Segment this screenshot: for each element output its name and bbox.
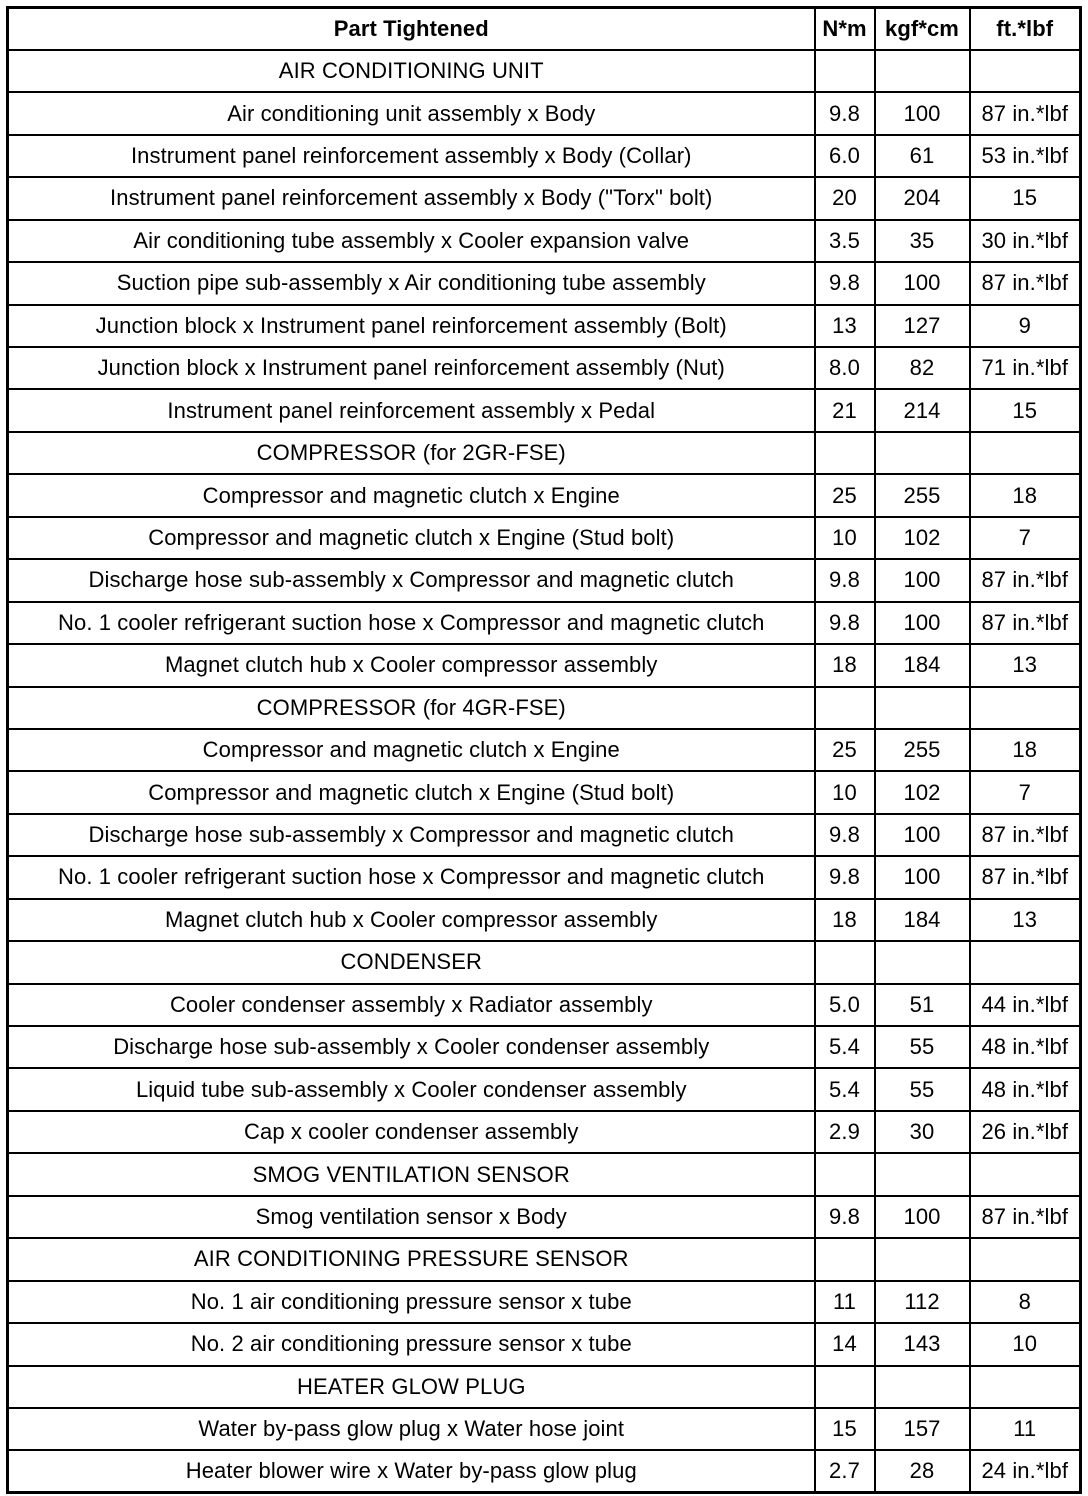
- part-tightened-cell: No. 1 cooler refrigerant suction hose x Compressor and magnetic clutch: [8, 856, 815, 898]
- kgf-cm-cell: 102: [875, 517, 970, 559]
- ft-lbf-cell: [970, 1366, 1081, 1408]
- newton-meter-cell: 18: [815, 899, 875, 941]
- newton-meter-cell: 10: [815, 517, 875, 559]
- part-tightened-cell: Air conditioning tube assembly x Cooler expansion valve: [8, 220, 815, 262]
- newton-meter-cell: 25: [815, 474, 875, 516]
- newton-meter-cell: 8.0: [815, 347, 875, 389]
- ft-lbf-cell: [970, 432, 1081, 474]
- table-row: [8, 1450, 1081, 1492]
- table-row: [8, 389, 1081, 431]
- part-tightened-cell: Cap x cooler condenser assembly: [8, 1111, 815, 1153]
- kgf-cm-cell: 100: [875, 559, 970, 601]
- part-tightened-cell: Suction pipe sub-assembly x Air conditioning tube assembly: [8, 262, 815, 304]
- part-tightened-cell: Magnet clutch hub x Cooler compressor assembly: [8, 644, 815, 686]
- ft-lbf-cell: 87 in.*lbf: [970, 262, 1081, 304]
- table-row: [8, 347, 1081, 389]
- table-row: [8, 602, 1081, 644]
- kgf-cm-cell: 112: [875, 1281, 970, 1323]
- kgf-cm-cell: 51: [875, 984, 970, 1026]
- kgf-cm-cell: [875, 1238, 970, 1280]
- part-tightened-cell: Discharge hose sub-assembly x Cooler condenser assembly: [8, 1026, 815, 1068]
- kgf-cm-cell: 255: [875, 474, 970, 516]
- section-header-row: [8, 432, 1081, 474]
- newton-meter-cell: 3.5: [815, 220, 875, 262]
- part-tightened-cell: Compressor and magnetic clutch x Engine (Stud bolt): [8, 771, 815, 813]
- ft-lbf-cell: 53 in.*lbf: [970, 135, 1081, 177]
- newton-meter-cell: 13: [815, 305, 875, 347]
- part-tightened-cell: HEATER GLOW PLUG: [8, 1366, 815, 1408]
- kgf-cm-cell: 127: [875, 305, 970, 347]
- newton-meter-cell: 20: [815, 177, 875, 219]
- part-tightened-cell: Compressor and magnetic clutch x Engine: [8, 474, 815, 516]
- part-tightened-cell: Water by-pass glow plug x Water hose joint: [8, 1408, 815, 1450]
- newton-meter-cell: 6.0: [815, 135, 875, 177]
- newton-meter-cell: 9.8: [815, 262, 875, 304]
- table-row: [8, 1026, 1081, 1068]
- newton-meter-cell: 14: [815, 1323, 875, 1365]
- header-part-tightened: Part Tightened: [8, 8, 815, 50]
- kgf-cm-cell: 55: [875, 1026, 970, 1068]
- newton-meter-cell: 9.8: [815, 602, 875, 644]
- torque-spec-table: [6, 6, 1082, 1494]
- ft-lbf-cell: 10: [970, 1323, 1081, 1365]
- part-tightened-cell: No. 2 air conditioning pressure sensor x tube: [8, 1323, 815, 1365]
- part-tightened-cell: Compressor and magnetic clutch x Engine: [8, 729, 815, 771]
- ft-lbf-cell: 26 in.*lbf: [970, 1111, 1081, 1153]
- ft-lbf-cell: 44 in.*lbf: [970, 984, 1081, 1026]
- section-header-row: [8, 1366, 1081, 1408]
- kgf-cm-cell: 35: [875, 220, 970, 262]
- table-row: [8, 984, 1081, 1026]
- newton-meter-cell: 9.8: [815, 92, 875, 134]
- kgf-cm-cell: [875, 1366, 970, 1408]
- table-row: [8, 1408, 1081, 1450]
- newton-meter-cell: [815, 50, 875, 92]
- table-row: [8, 262, 1081, 304]
- table-row: [8, 135, 1081, 177]
- table-row: [8, 1281, 1081, 1323]
- table-row: [8, 474, 1081, 516]
- ft-lbf-cell: 7: [970, 771, 1081, 813]
- ft-lbf-cell: 7: [970, 517, 1081, 559]
- ft-lbf-cell: 30 in.*lbf: [970, 220, 1081, 262]
- kgf-cm-cell: 100: [875, 262, 970, 304]
- newton-meter-cell: 10: [815, 771, 875, 813]
- ft-lbf-cell: 48 in.*lbf: [970, 1068, 1081, 1110]
- table-header-row: [8, 8, 1081, 50]
- table-row: [8, 771, 1081, 813]
- section-header-row: [8, 1153, 1081, 1195]
- kgf-cm-cell: 204: [875, 177, 970, 219]
- part-tightened-cell: Instrument panel reinforcement assembly x Pedal: [8, 389, 815, 431]
- newton-meter-cell: 2.9: [815, 1111, 875, 1153]
- table-row: [8, 899, 1081, 941]
- kgf-cm-cell: 184: [875, 899, 970, 941]
- part-tightened-cell: Heater blower wire x Water by-pass glow plug: [8, 1450, 815, 1492]
- newton-meter-cell: [815, 687, 875, 729]
- part-tightened-cell: COMPRESSOR (for 2GR-FSE): [8, 432, 815, 474]
- ft-lbf-cell: 13: [970, 899, 1081, 941]
- part-tightened-cell: No. 1 air conditioning pressure sensor x tube: [8, 1281, 815, 1323]
- kgf-cm-cell: 100: [875, 1196, 970, 1238]
- part-tightened-cell: Air conditioning unit assembly x Body: [8, 92, 815, 134]
- newton-meter-cell: [815, 432, 875, 474]
- part-tightened-cell: CONDENSER: [8, 941, 815, 983]
- newton-meter-cell: [815, 1366, 875, 1408]
- part-tightened-cell: Junction block x Instrument panel reinforcement assembly (Nut): [8, 347, 815, 389]
- newton-meter-cell: [815, 941, 875, 983]
- ft-lbf-cell: 18: [970, 474, 1081, 516]
- ft-lbf-cell: 87 in.*lbf: [970, 814, 1081, 856]
- ft-lbf-cell: [970, 1153, 1081, 1195]
- kgf-cm-cell: 214: [875, 389, 970, 431]
- kgf-cm-cell: 100: [875, 602, 970, 644]
- ft-lbf-cell: 48 in.*lbf: [970, 1026, 1081, 1068]
- part-tightened-cell: AIR CONDITIONING PRESSURE SENSOR: [8, 1238, 815, 1280]
- kgf-cm-cell: 100: [875, 814, 970, 856]
- kgf-cm-cell: 184: [875, 644, 970, 686]
- newton-meter-cell: 5.4: [815, 1068, 875, 1110]
- table-body: [8, 50, 1081, 1493]
- part-tightened-cell: Smog ventilation sensor x Body: [8, 1196, 815, 1238]
- kgf-cm-cell: [875, 50, 970, 92]
- newton-meter-cell: 15: [815, 1408, 875, 1450]
- ft-lbf-cell: [970, 941, 1081, 983]
- table-row: [8, 177, 1081, 219]
- table-row: [8, 517, 1081, 559]
- ft-lbf-cell: 11: [970, 1408, 1081, 1450]
- ft-lbf-cell: 87 in.*lbf: [970, 92, 1081, 134]
- table-row: [8, 1068, 1081, 1110]
- part-tightened-cell: No. 1 cooler refrigerant suction hose x Compressor and magnetic clutch: [8, 602, 815, 644]
- kgf-cm-cell: 255: [875, 729, 970, 771]
- newton-meter-cell: 9.8: [815, 559, 875, 601]
- part-tightened-cell: Discharge hose sub-assembly x Compressor and magnetic clutch: [8, 814, 815, 856]
- ft-lbf-cell: 8: [970, 1281, 1081, 1323]
- part-tightened-cell: Cooler condenser assembly x Radiator assembly: [8, 984, 815, 1026]
- table-row: [8, 1323, 1081, 1365]
- ft-lbf-cell: 87 in.*lbf: [970, 559, 1081, 601]
- table-row: [8, 1196, 1081, 1238]
- section-header-row: [8, 50, 1081, 92]
- ft-lbf-cell: [970, 687, 1081, 729]
- table-row: [8, 559, 1081, 601]
- kgf-cm-cell: 100: [875, 856, 970, 898]
- part-tightened-cell: Instrument panel reinforcement assembly x Body ("Torx" bolt): [8, 177, 815, 219]
- part-tightened-cell: Magnet clutch hub x Cooler compressor assembly: [8, 899, 815, 941]
- newton-meter-cell: 21: [815, 389, 875, 431]
- section-header-row: [8, 941, 1081, 983]
- newton-meter-cell: [815, 1238, 875, 1280]
- ft-lbf-cell: [970, 50, 1081, 92]
- table-row: [8, 220, 1081, 262]
- table-row: [8, 729, 1081, 771]
- part-tightened-cell: Discharge hose sub-assembly x Compressor and magnetic clutch: [8, 559, 815, 601]
- kgf-cm-cell: 30: [875, 1111, 970, 1153]
- kgf-cm-cell: 102: [875, 771, 970, 813]
- newton-meter-cell: 11: [815, 1281, 875, 1323]
- kgf-cm-cell: [875, 941, 970, 983]
- header-newton-meter: N*m: [815, 8, 875, 50]
- part-tightened-cell: Junction block x Instrument panel reinforcement assembly (Bolt): [8, 305, 815, 347]
- kgf-cm-cell: 61: [875, 135, 970, 177]
- table-row: [8, 305, 1081, 347]
- ft-lbf-cell: [970, 1238, 1081, 1280]
- part-tightened-cell: Compressor and magnetic clutch x Engine (Stud bolt): [8, 517, 815, 559]
- ft-lbf-cell: 87 in.*lbf: [970, 1196, 1081, 1238]
- part-tightened-cell: SMOG VENTILATION SENSOR: [8, 1153, 815, 1195]
- ft-lbf-cell: 13: [970, 644, 1081, 686]
- section-header-row: [8, 1238, 1081, 1280]
- newton-meter-cell: 5.4: [815, 1026, 875, 1068]
- ft-lbf-cell: 87 in.*lbf: [970, 856, 1081, 898]
- kgf-cm-cell: 157: [875, 1408, 970, 1450]
- table-row: [8, 644, 1081, 686]
- ft-lbf-cell: 9: [970, 305, 1081, 347]
- newton-meter-cell: [815, 1153, 875, 1195]
- ft-lbf-cell: 18: [970, 729, 1081, 771]
- kgf-cm-cell: 82: [875, 347, 970, 389]
- part-tightened-cell: Instrument panel reinforcement assembly x Body (Collar): [8, 135, 815, 177]
- ft-lbf-cell: 87 in.*lbf: [970, 602, 1081, 644]
- ft-lbf-cell: 24 in.*lbf: [970, 1450, 1081, 1492]
- newton-meter-cell: 9.8: [815, 856, 875, 898]
- kgf-cm-cell: 100: [875, 92, 970, 134]
- section-header-row: [8, 687, 1081, 729]
- header-kgf-cm: kgf*cm: [875, 8, 970, 50]
- kgf-cm-cell: [875, 1153, 970, 1195]
- ft-lbf-cell: 15: [970, 177, 1081, 219]
- newton-meter-cell: 9.8: [815, 814, 875, 856]
- kgf-cm-cell: 55: [875, 1068, 970, 1110]
- kgf-cm-cell: [875, 687, 970, 729]
- part-tightened-cell: AIR CONDITIONING UNIT: [8, 50, 815, 92]
- table-row: [8, 1111, 1081, 1153]
- ft-lbf-cell: 15: [970, 389, 1081, 431]
- kgf-cm-cell: 143: [875, 1323, 970, 1365]
- kgf-cm-cell: [875, 432, 970, 474]
- header-ft-lbf: ft.*lbf: [970, 8, 1081, 50]
- table-row: [8, 814, 1081, 856]
- part-tightened-cell: Liquid tube sub-assembly x Cooler condenser assembly: [8, 1068, 815, 1110]
- newton-meter-cell: 18: [815, 644, 875, 686]
- newton-meter-cell: 25: [815, 729, 875, 771]
- newton-meter-cell: 9.8: [815, 1196, 875, 1238]
- part-tightened-cell: COMPRESSOR (for 4GR-FSE): [8, 687, 815, 729]
- newton-meter-cell: 5.0: [815, 984, 875, 1026]
- table-row: [8, 856, 1081, 898]
- kgf-cm-cell: 28: [875, 1450, 970, 1492]
- newton-meter-cell: 2.7: [815, 1450, 875, 1492]
- ft-lbf-cell: 71 in.*lbf: [970, 347, 1081, 389]
- table-row: [8, 92, 1081, 134]
